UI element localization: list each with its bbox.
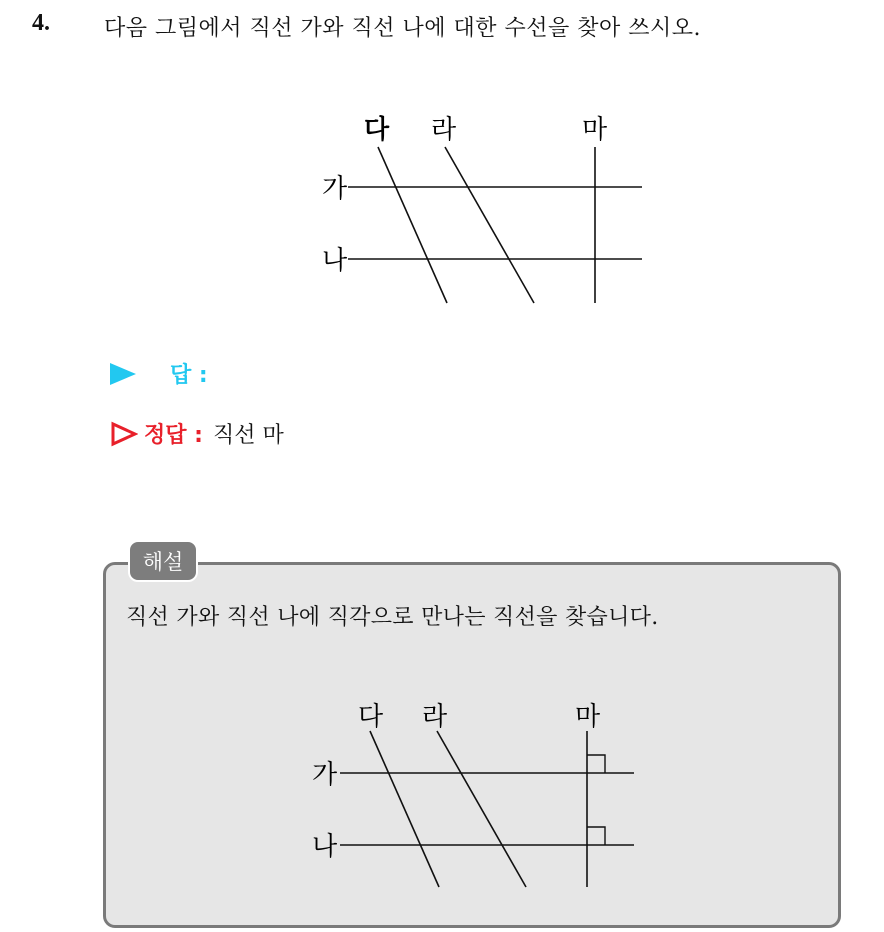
correct-answer-value: 직선 마: [212, 423, 284, 448]
exp-label-ra: 라: [422, 702, 448, 732]
exp-label-da: 다: [358, 702, 384, 732]
exp-line-da: [370, 731, 439, 887]
explanation-figure: [300, 693, 680, 903]
play-icon: [110, 363, 136, 385]
label-ma: 마: [582, 115, 608, 145]
question-number: 4.: [32, 10, 50, 36]
label-na: 나: [322, 246, 348, 276]
answer-label: 답 :: [170, 363, 208, 388]
explanation-tab: 해설: [128, 540, 198, 582]
label-ra: 라: [431, 115, 457, 145]
correct-answer-label: 정답 :: [144, 423, 203, 448]
exp-label-na: 나: [312, 832, 338, 862]
exp-label-ma: 마: [575, 702, 601, 732]
label-ga: 가: [322, 174, 348, 204]
exp-label-ga: 가: [312, 760, 338, 790]
correct-answer-row: [110, 418, 284, 449]
line-ra: [445, 147, 534, 303]
line-da: [378, 147, 447, 303]
explanation-text: 직선 가와 직선 나에 직각으로 만나는 직선을 찾습니다.: [126, 605, 659, 630]
exp-line-ra: [437, 731, 526, 887]
answer-row: [110, 358, 208, 389]
right-angle-mark-ga: [587, 755, 605, 773]
play-outline-icon: [110, 421, 138, 447]
right-angle-mark-na: [587, 827, 605, 845]
question-figure: [300, 105, 680, 315]
question-text: 다음 그림에서 직선 가와 직선 나에 대한 수선을 찾아 쓰시오.: [104, 16, 701, 41]
label-da: 다: [364, 115, 390, 145]
